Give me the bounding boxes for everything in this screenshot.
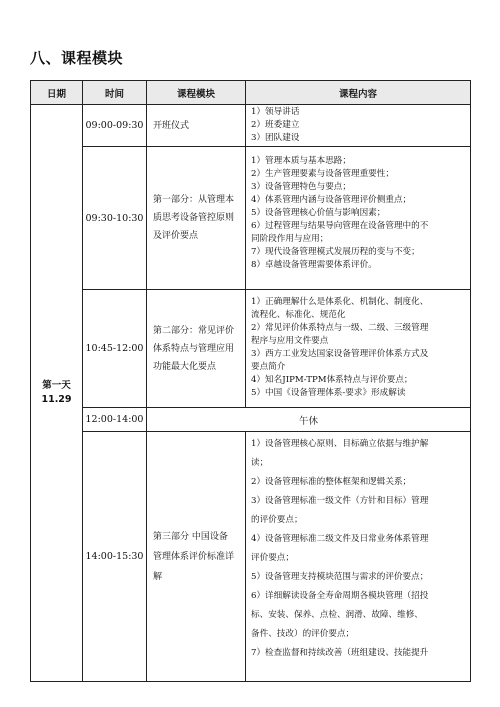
section-title: 八、课程模块 — [30, 49, 124, 67]
header-content: 课程内容 — [246, 81, 471, 105]
module-line: 管理体系评价标准详 — [153, 551, 235, 562]
time-cell: 14:00-15:30 — [83, 432, 147, 682]
content-line: 3）设备管理标准一级文件（方针和目标）管理 — [251, 496, 429, 506]
content-line: 6）过程管理与结果导向管理在设备管理中的不 — [251, 221, 429, 231]
module-cell — [147, 290, 246, 408]
content-line: 评价要点； — [251, 553, 294, 563]
content-line: 的评价要点； — [251, 515, 303, 525]
header-module: 课程模块 — [147, 81, 246, 105]
content-line: 3）设备管理特色与要点； — [251, 182, 351, 192]
day-label: 第一天 — [42, 380, 71, 391]
content-line: 要点简介 — [251, 362, 286, 372]
content-line: 7）现代设备管理模式发展历程的变与不变； — [251, 247, 420, 257]
content-line: 4）体系管理内涵与设备管理评价侧重点； — [251, 195, 412, 205]
module-cell — [147, 432, 246, 682]
time-cell: 09:00-09:30 — [83, 105, 147, 147]
content-line: 1）正确理解什么是体系化、机制化、制度化、 — [251, 297, 429, 307]
content-cell — [246, 147, 471, 290]
time-cell: 09:30-10:30 — [83, 147, 147, 290]
content-cell — [246, 432, 471, 682]
content-line: 流程化、标准化、规范化 — [251, 310, 346, 320]
content-line: 读； — [251, 458, 269, 468]
content-cell — [246, 290, 471, 408]
content-cell — [246, 105, 471, 147]
module-line: 解 — [153, 571, 163, 582]
day-cell — [31, 105, 83, 682]
module-cell — [147, 147, 246, 290]
module-line: 第一部分：从管理本 — [153, 195, 235, 205]
time-cell: 10:45-12:00 — [83, 290, 147, 408]
content-line: 3）西方工业发达国家设备管理评价体系方式及 — [251, 349, 429, 359]
module-line: 第二部分：常见评价 — [153, 325, 235, 336]
content-line: 5）设备管理支持模块范围与需求的评价要点； — [251, 572, 429, 582]
lunch-break-cell: 午休 — [147, 408, 471, 432]
module-line: 功能最大化要点 — [153, 361, 217, 372]
content-line: 2）设备管理标准的整体框架和逻辑关系； — [251, 477, 412, 487]
content-line: 标、安装、保养、点检、润滑、故障、维修、 — [251, 610, 423, 620]
header-date: 日期 — [31, 81, 83, 105]
table-row — [31, 105, 471, 147]
content-line: 同阶段作用与应用； — [251, 234, 329, 244]
content-line: 5）中国《设备管理体系-要求》形成解读 — [251, 388, 406, 398]
module-line: 及评价要点 — [153, 231, 199, 241]
table-row — [31, 432, 471, 682]
content-line: 2）生产管理要素与设备管理重要性； — [251, 169, 394, 179]
content-line: 1）设备管理核心原则、目标确立依据与维护解 — [251, 439, 429, 449]
content-line: 1）领导讲话 — [251, 107, 300, 117]
module-line: 体系特点与管理应用 — [153, 343, 235, 354]
module-line: 质思考设备管控原则 — [153, 213, 235, 223]
time-cell: 12:00-14:00 — [83, 408, 147, 432]
content-line: 1）管理本质与基本思路； — [251, 156, 351, 166]
header-time: 时间 — [83, 81, 147, 105]
table-row — [31, 147, 471, 290]
content-line: 3）团队建设 — [251, 133, 300, 143]
day-date: 11.29 — [41, 394, 72, 405]
content-line: 6）详细解读设备全寿命周期各模块管理（招投 — [251, 591, 429, 601]
module-line: 开班仪式 — [153, 120, 190, 131]
content-line: 4）知名JIPM-TPM体系特点与评价要点； — [251, 375, 413, 385]
table-header-row — [31, 81, 471, 105]
content-line: 备件、技改）的评价要点； — [251, 629, 355, 639]
content-line: 5）设备管理核心价值与影响因素； — [251, 208, 386, 218]
table-row — [31, 408, 471, 432]
content-line: 8）卓越设备管理需要体系评价。 — [251, 260, 377, 270]
content-line: 4）设备管理标准二级文件及日常业务体系管理 — [251, 534, 429, 544]
module-line: 第三部分 中国设备 — [153, 531, 228, 542]
course-schedule-table — [30, 80, 471, 682]
module-cell — [147, 105, 246, 147]
content-line: 7）检查监督和持续改善（班组建设、技能提升 — [251, 648, 429, 658]
content-line: 2）常见评价体系特点与一级、二级、三级管理 — [251, 323, 429, 333]
content-line: 2）班委建立 — [251, 120, 300, 130]
content-line: 程序与应用文件要点 — [251, 336, 329, 346]
table-row — [31, 290, 471, 408]
